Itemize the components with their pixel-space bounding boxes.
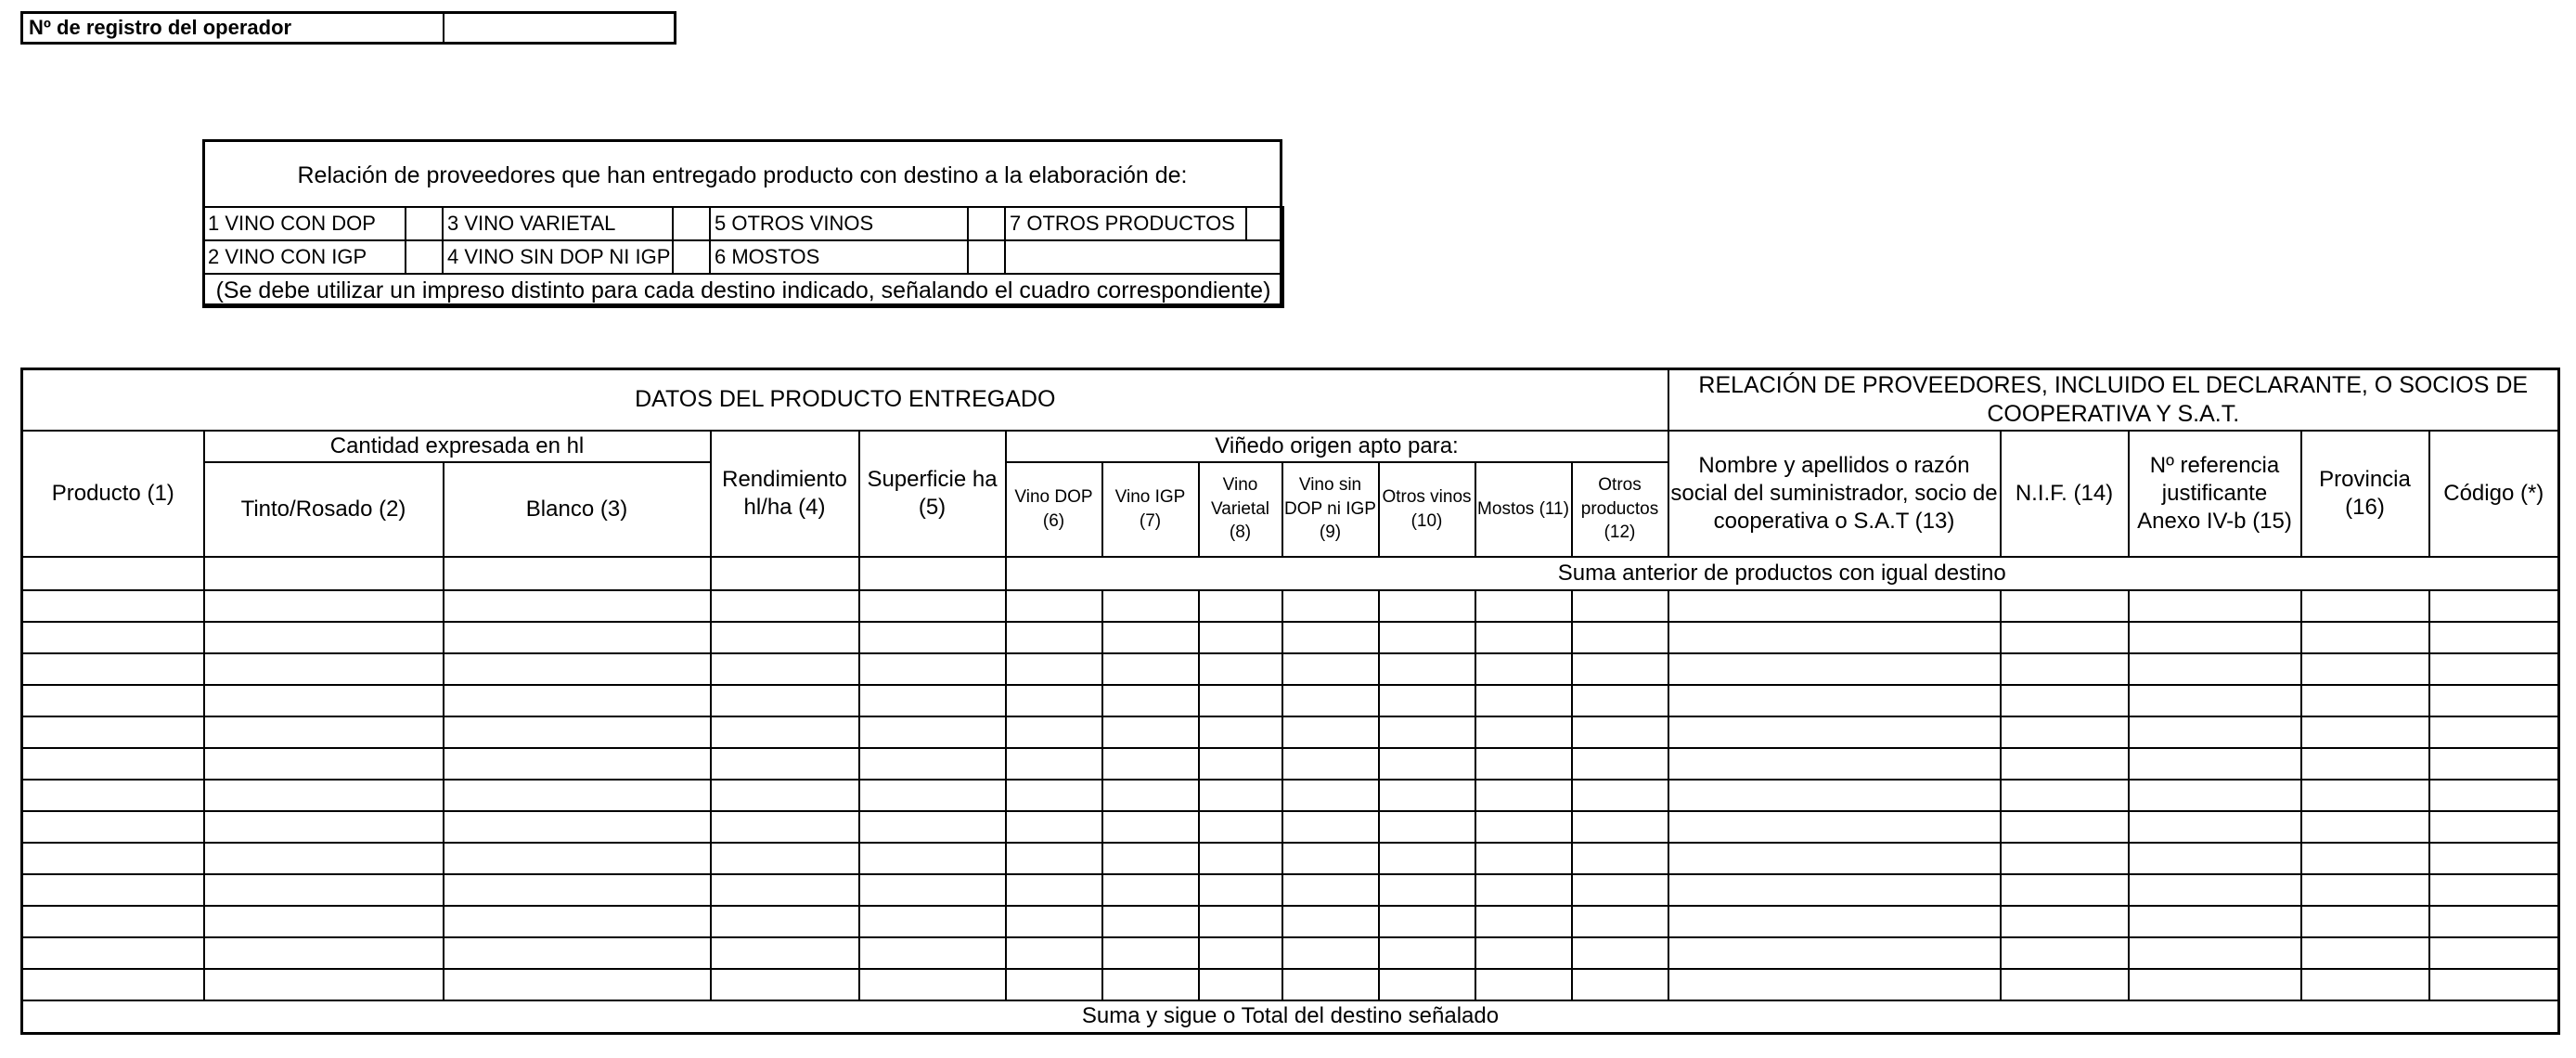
option-vino-igp-checkbox[interactable]	[406, 240, 443, 274]
table-cell[interactable]	[1379, 937, 1475, 969]
table-cell[interactable]	[1199, 622, 1282, 653]
table-cell[interactable]	[1668, 874, 2001, 906]
table-cell[interactable]	[2001, 685, 2129, 716]
table-cell[interactable]	[2301, 843, 2429, 874]
col-producto-header: Producto (1)	[22, 431, 204, 557]
col-tinto-header: Tinto/Rosado (2)	[204, 462, 444, 557]
table-cell[interactable]	[1572, 780, 1668, 811]
table-cell[interactable]	[1475, 969, 1572, 1000]
table-cell[interactable]	[1102, 716, 1199, 748]
table-cell[interactable]	[444, 906, 711, 937]
table-cell[interactable]	[204, 906, 444, 937]
table-cell[interactable]	[859, 590, 1006, 622]
table-cell[interactable]	[1282, 906, 1379, 937]
table-cell[interactable]	[1668, 748, 2001, 780]
col-referencia-header: Nº referencia justificante Anexo IV-b (15)	[2129, 431, 2301, 557]
group-cantidad-header: Cantidad expresada en hl	[204, 431, 711, 462]
table-cell[interactable]	[1379, 874, 1475, 906]
table-cell[interactable]	[2429, 780, 2559, 811]
table-cell[interactable]	[2129, 716, 2301, 748]
table-cell[interactable]	[1379, 716, 1475, 748]
table-cell[interactable]	[1102, 590, 1199, 622]
table-cell[interactable]	[1102, 811, 1199, 843]
table-cell[interactable]	[1475, 685, 1572, 716]
table-cell[interactable]	[22, 874, 204, 906]
table-cell[interactable]	[2429, 937, 2559, 969]
table-cell[interactable]	[1668, 811, 2001, 843]
table-cell[interactable]	[1102, 874, 1199, 906]
table-cell[interactable]	[2429, 653, 2559, 685]
table-cell[interactable]	[859, 716, 1006, 748]
table-cell[interactable]	[2429, 590, 2559, 622]
table-cell[interactable]	[1572, 685, 1668, 716]
table-cell[interactable]	[1668, 906, 2001, 937]
table-cell[interactable]	[859, 622, 1006, 653]
table-cell[interactable]	[2129, 969, 2301, 1000]
table-cell[interactable]	[1379, 590, 1475, 622]
table-cell[interactable]	[1102, 780, 1199, 811]
option-vino-dop-label: 1 VINO CON DOP	[203, 207, 406, 240]
table-cell[interactable]	[1475, 874, 1572, 906]
table-cell[interactable]	[1199, 685, 1282, 716]
table-row	[22, 748, 2559, 780]
table-cell[interactable]	[1668, 780, 2001, 811]
table-cell[interactable]	[1006, 653, 1102, 685]
table-cell[interactable]	[1668, 622, 2001, 653]
table-cell[interactable]	[204, 874, 444, 906]
table-cell[interactable]	[1102, 748, 1199, 780]
table-cell[interactable]	[2301, 653, 2429, 685]
table-cell[interactable]	[444, 874, 711, 906]
table-cell[interactable]	[711, 716, 859, 748]
table-cell[interactable]	[859, 811, 1006, 843]
group-vinedo-header: Viñedo origen apto para:	[1006, 431, 1668, 462]
table-cell[interactable]	[1668, 969, 2001, 1000]
table-cell[interactable]	[204, 685, 444, 716]
table-cell[interactable]	[22, 748, 204, 780]
table-cell[interactable]	[22, 716, 204, 748]
table-cell[interactable]	[1379, 811, 1475, 843]
table-cell[interactable]	[859, 969, 1006, 1000]
table-cell[interactable]	[1102, 622, 1199, 653]
table-cell[interactable]	[2129, 622, 2301, 653]
option-vino-dop-checkbox[interactable]	[406, 207, 443, 240]
table-row	[22, 843, 2559, 874]
table-cell[interactable]	[444, 590, 711, 622]
table-cell[interactable]	[1006, 748, 1102, 780]
option-empty-cell	[1005, 240, 1283, 274]
table-cell[interactable]	[1379, 906, 1475, 937]
table-row	[22, 590, 2559, 622]
table-cell[interactable]	[2429, 811, 2559, 843]
table-cell[interactable]	[22, 937, 204, 969]
table-cell[interactable]	[22, 969, 204, 1000]
registry-label: Nº de registro del operador	[22, 13, 444, 44]
table-cell[interactable]	[1475, 748, 1572, 780]
table-cell[interactable]	[22, 780, 204, 811]
section-suppliers-header: RELACIÓN DE PROVEEDORES, INCLUIDO EL DECLARANTE, O SOCIOS DE COOPERATIVA Y S.A.T.	[1668, 369, 2559, 431]
table-cell[interactable]	[1282, 590, 1379, 622]
table-cell[interactable]	[1379, 780, 1475, 811]
table-cell[interactable]	[1282, 622, 1379, 653]
col-nif-header: N.I.F. (14)	[2001, 431, 2129, 557]
suma-sigue-row	[22, 1000, 2559, 1034]
col-otros-vinos-header: Otros vinos (10)	[1379, 462, 1475, 557]
table-cell[interactable]	[1006, 716, 1102, 748]
table-row	[22, 906, 2559, 937]
table-cell[interactable]	[2001, 906, 2129, 937]
table-cell[interactable]	[711, 590, 859, 622]
table-cell[interactable]	[2429, 906, 2559, 937]
table-cell[interactable]	[1475, 843, 1572, 874]
col-codigo-header: Código (*)	[2429, 431, 2559, 557]
table-cell[interactable]	[2301, 874, 2429, 906]
option-vino-varietal-label: 3 VINO VARIETAL	[443, 207, 673, 240]
table-cell[interactable]	[1006, 622, 1102, 653]
table-cell[interactable]	[444, 622, 711, 653]
option-mostos-label: 6 MOSTOS	[710, 240, 968, 274]
table-cell[interactable]	[22, 685, 204, 716]
col-provincia-header: Provincia (16)	[2301, 431, 2429, 557]
table-cell[interactable]	[2129, 653, 2301, 685]
table-cell[interactable]	[711, 811, 859, 843]
table-cell[interactable]	[1572, 748, 1668, 780]
table-cell[interactable]	[2429, 748, 2559, 780]
table-cell[interactable]	[2001, 937, 2129, 969]
table-row	[22, 653, 2559, 685]
table-cell[interactable]	[444, 748, 711, 780]
table-cell[interactable]	[1572, 716, 1668, 748]
table-row	[22, 716, 2559, 748]
table-cell[interactable]	[1199, 843, 1282, 874]
table-cell[interactable]	[204, 716, 444, 748]
table-cell[interactable]	[2129, 811, 2301, 843]
table-cell[interactable]	[1379, 843, 1475, 874]
col-mostos-header: Mostos (11)	[1475, 462, 1572, 557]
table-cell[interactable]	[2129, 906, 2301, 937]
col-superficie-header: Superficie ha (5)	[859, 431, 1006, 557]
table-cell[interactable]	[2429, 622, 2559, 653]
col-rendimiento-header: Rendimiento hl/ha (4)	[711, 431, 859, 557]
table-cell[interactable]	[859, 874, 1006, 906]
table-cell[interactable]	[2001, 969, 2129, 1000]
table-cell[interactable]	[711, 685, 859, 716]
table-cell[interactable]	[2001, 590, 2129, 622]
section-product-data-header: DATOS DEL PRODUCTO ENTREGADO	[22, 369, 1668, 431]
table-cell[interactable]	[1199, 906, 1282, 937]
table-cell[interactable]	[1379, 653, 1475, 685]
table-cell[interactable]	[2301, 780, 2429, 811]
table-cell[interactable]	[444, 653, 711, 685]
table-cell[interactable]	[2301, 622, 2429, 653]
table-cell[interactable]	[1379, 748, 1475, 780]
table-cell[interactable]	[2001, 843, 2129, 874]
table-cell[interactable]	[711, 937, 859, 969]
table-cell[interactable]	[2429, 874, 2559, 906]
table-cell[interactable]	[2129, 685, 2301, 716]
table-cell[interactable]	[1668, 716, 2001, 748]
table-cell[interactable]	[1668, 685, 2001, 716]
col-otros-productos-header: Otros productos (12)	[1572, 462, 1668, 557]
table-cell[interactable]	[2129, 780, 2301, 811]
table-cell[interactable]	[711, 780, 859, 811]
option-vino-sin-checkbox[interactable]	[673, 240, 710, 274]
table-cell[interactable]	[1282, 748, 1379, 780]
table-cell[interactable]	[2129, 843, 2301, 874]
table-cell[interactable]	[2429, 969, 2559, 1000]
table-cell[interactable]	[204, 622, 444, 653]
table-cell[interactable]	[859, 937, 1006, 969]
table-cell[interactable]	[1379, 685, 1475, 716]
destination-box	[202, 139, 1282, 306]
table-cell[interactable]	[1006, 685, 1102, 716]
table-cell[interactable]	[1282, 937, 1379, 969]
table-cell[interactable]	[1668, 653, 2001, 685]
registry-value-field[interactable]	[444, 13, 676, 44]
table-cell[interactable]	[711, 653, 859, 685]
table-cell[interactable]	[22, 653, 204, 685]
table-row	[22, 622, 2559, 653]
table-cell[interactable]	[2129, 874, 2301, 906]
table-cell[interactable]	[444, 685, 711, 716]
table-cell[interactable]	[859, 780, 1006, 811]
option-vino-sin-label: 4 VINO SIN DOP NI IGP	[443, 240, 673, 274]
table-row	[22, 874, 2559, 906]
table-cell[interactable]	[1006, 811, 1102, 843]
table-cell[interactable]	[1475, 937, 1572, 969]
destination-options-table	[202, 206, 1284, 308]
table-cell[interactable]	[2129, 937, 2301, 969]
table-cell[interactable]	[2001, 622, 2129, 653]
table-cell[interactable]	[1572, 811, 1668, 843]
table-cell[interactable]	[204, 653, 444, 685]
table-body	[22, 590, 2559, 1000]
col-vino-igp-header: Vino IGP (7)	[1102, 462, 1199, 557]
table-cell[interactable]	[1475, 716, 1572, 748]
table-cell[interactable]	[1475, 780, 1572, 811]
table-cell[interactable]	[444, 716, 711, 748]
table-cell[interactable]	[1006, 780, 1102, 811]
table-row	[22, 811, 2559, 843]
table-cell[interactable]	[444, 969, 711, 1000]
table-row	[22, 685, 2559, 716]
table-row	[22, 937, 2559, 969]
table-cell[interactable]	[859, 653, 1006, 685]
table-cell[interactable]	[1475, 811, 1572, 843]
table-cell[interactable]	[1282, 969, 1379, 1000]
table-row	[22, 780, 2559, 811]
table-cell[interactable]	[1379, 622, 1475, 653]
table-row	[22, 969, 2559, 1000]
table-cell[interactable]	[204, 590, 444, 622]
table-cell[interactable]	[1006, 874, 1102, 906]
table-cell[interactable]	[1199, 653, 1282, 685]
table-cell[interactable]	[1102, 843, 1199, 874]
table-cell[interactable]	[2429, 716, 2559, 748]
col-vino-dop-header: Vino DOP (6)	[1006, 462, 1102, 557]
option-vino-varietal-checkbox[interactable]	[673, 207, 710, 240]
table-cell[interactable]	[1668, 937, 2001, 969]
table-cell[interactable]	[1282, 685, 1379, 716]
table-cell[interactable]	[1475, 906, 1572, 937]
col-nombre-header: Nombre y apellidos o razón social del suministrador, socio de cooperativa o S.A.T (13)	[1668, 431, 2001, 557]
table-cell[interactable]	[1006, 969, 1102, 1000]
table-cell[interactable]	[1282, 874, 1379, 906]
table-cell[interactable]	[2429, 843, 2559, 874]
option-otros-vinos-label: 5 OTROS VINOS	[710, 207, 968, 240]
table-cell[interactable]	[1572, 906, 1668, 937]
table-cell[interactable]	[1102, 685, 1199, 716]
table-cell[interactable]	[1572, 874, 1668, 906]
table-cell[interactable]	[1199, 811, 1282, 843]
table-cell[interactable]	[2001, 811, 2129, 843]
col-vino-sin-header: Vino sin DOP ni IGP (9)	[1282, 462, 1379, 557]
table-cell[interactable]	[2001, 716, 2129, 748]
main-data-table	[20, 368, 2560, 1035]
table-cell[interactable]	[204, 969, 444, 1000]
table-cell[interactable]	[711, 843, 859, 874]
table-cell[interactable]	[22, 622, 204, 653]
table-cell[interactable]	[1572, 622, 1668, 653]
table-cell[interactable]	[1102, 969, 1199, 1000]
suma-anterior-row	[22, 557, 2559, 590]
table-cell[interactable]	[2301, 969, 2429, 1000]
table-cell[interactable]	[2301, 590, 2429, 622]
table-cell[interactable]	[711, 969, 859, 1000]
table-cell[interactable]	[1475, 622, 1572, 653]
table-cell[interactable]	[1199, 937, 1282, 969]
table-cell[interactable]	[1199, 780, 1282, 811]
table-cell[interactable]	[2429, 685, 2559, 716]
table-cell[interactable]	[711, 557, 859, 590]
suma-anterior-label: Suma anterior de productos con igual destino	[1006, 557, 2559, 590]
table-cell[interactable]	[1102, 653, 1199, 685]
option-otros-vinos-checkbox[interactable]	[968, 207, 1005, 240]
option-mostos-checkbox[interactable]	[968, 240, 1005, 274]
option-otros-productos-checkbox[interactable]	[1246, 207, 1283, 240]
table-cell[interactable]	[2301, 748, 2429, 780]
table-cell[interactable]	[2301, 811, 2429, 843]
col-blanco-header: Blanco (3)	[444, 462, 711, 557]
table-cell[interactable]	[1668, 843, 2001, 874]
table-cell[interactable]	[1006, 843, 1102, 874]
table-cell[interactable]	[444, 811, 711, 843]
table-cell[interactable]	[1572, 590, 1668, 622]
table-cell[interactable]	[1572, 937, 1668, 969]
table-cell[interactable]	[2129, 748, 2301, 780]
table-cell[interactable]	[1006, 590, 1102, 622]
table-cell[interactable]	[2001, 874, 2129, 906]
table-cell[interactable]	[859, 843, 1006, 874]
table-cell[interactable]	[1006, 937, 1102, 969]
table-cell[interactable]	[204, 557, 444, 590]
table-cell[interactable]	[1572, 969, 1668, 1000]
table-cell[interactable]	[1282, 811, 1379, 843]
table-cell[interactable]	[1475, 653, 1572, 685]
table-cell[interactable]	[444, 937, 711, 969]
table-cell[interactable]	[204, 811, 444, 843]
table-cell[interactable]	[711, 906, 859, 937]
table-cell[interactable]	[1379, 969, 1475, 1000]
table-cell[interactable]	[2301, 906, 2429, 937]
table-cell[interactable]	[859, 906, 1006, 937]
option-otros-productos-label: 7 OTROS PRODUCTOS	[1005, 207, 1246, 240]
table-cell[interactable]	[204, 937, 444, 969]
table-cell[interactable]	[2001, 748, 2129, 780]
destination-title: Relación de proveedores que han entregado producto con destino a la elaboración de:	[297, 161, 1188, 188]
registry-box	[20, 11, 676, 45]
table-cell[interactable]	[444, 780, 711, 811]
table-cell[interactable]	[711, 874, 859, 906]
table-cell[interactable]	[2301, 716, 2429, 748]
table-cell[interactable]	[2001, 780, 2129, 811]
col-vino-varietal-header: Vino Varietal (8)	[1199, 462, 1282, 557]
table-cell[interactable]	[1668, 590, 2001, 622]
table-cell[interactable]	[2301, 685, 2429, 716]
option-vino-igp-label: 2 VINO CON IGP	[203, 240, 406, 274]
table-cell[interactable]	[22, 906, 204, 937]
table-cell[interactable]	[1006, 906, 1102, 937]
table-cell[interactable]	[1199, 716, 1282, 748]
table-cell[interactable]	[1282, 843, 1379, 874]
table-cell[interactable]	[1475, 590, 1572, 622]
table-cell[interactable]	[2129, 590, 2301, 622]
table-cell[interactable]	[1572, 843, 1668, 874]
table-cell[interactable]	[1282, 653, 1379, 685]
table-cell[interactable]	[22, 590, 204, 622]
table-cell[interactable]	[22, 557, 204, 590]
table-cell[interactable]	[22, 811, 204, 843]
table-cell[interactable]	[2001, 653, 2129, 685]
table-cell[interactable]	[444, 843, 711, 874]
table-cell[interactable]	[859, 685, 1006, 716]
table-cell[interactable]	[1199, 748, 1282, 780]
table-cell[interactable]	[444, 557, 711, 590]
table-cell[interactable]	[1199, 590, 1282, 622]
table-cell[interactable]	[711, 622, 859, 653]
table-cell[interactable]	[204, 780, 444, 811]
table-cell[interactable]	[204, 843, 444, 874]
table-cell[interactable]	[204, 748, 444, 780]
destination-note: (Se debe utilizar un impreso distinto para cada destino indicado, señalando el cuadro correspondiente)	[203, 274, 1283, 307]
table-cell[interactable]	[1282, 780, 1379, 811]
table-cell[interactable]	[2301, 937, 2429, 969]
table-cell[interactable]	[859, 557, 1006, 590]
table-cell[interactable]	[1199, 969, 1282, 1000]
table-cell[interactable]	[1282, 716, 1379, 748]
table-cell[interactable]	[1572, 653, 1668, 685]
table-cell[interactable]	[1102, 937, 1199, 969]
table-cell[interactable]	[711, 748, 859, 780]
table-cell[interactable]	[1102, 906, 1199, 937]
table-cell[interactable]	[859, 748, 1006, 780]
suma-sigue-label: Suma y sigue o Total del destino señalado	[22, 1000, 2559, 1034]
table-cell[interactable]	[1199, 874, 1282, 906]
table-cell[interactable]	[22, 843, 204, 874]
